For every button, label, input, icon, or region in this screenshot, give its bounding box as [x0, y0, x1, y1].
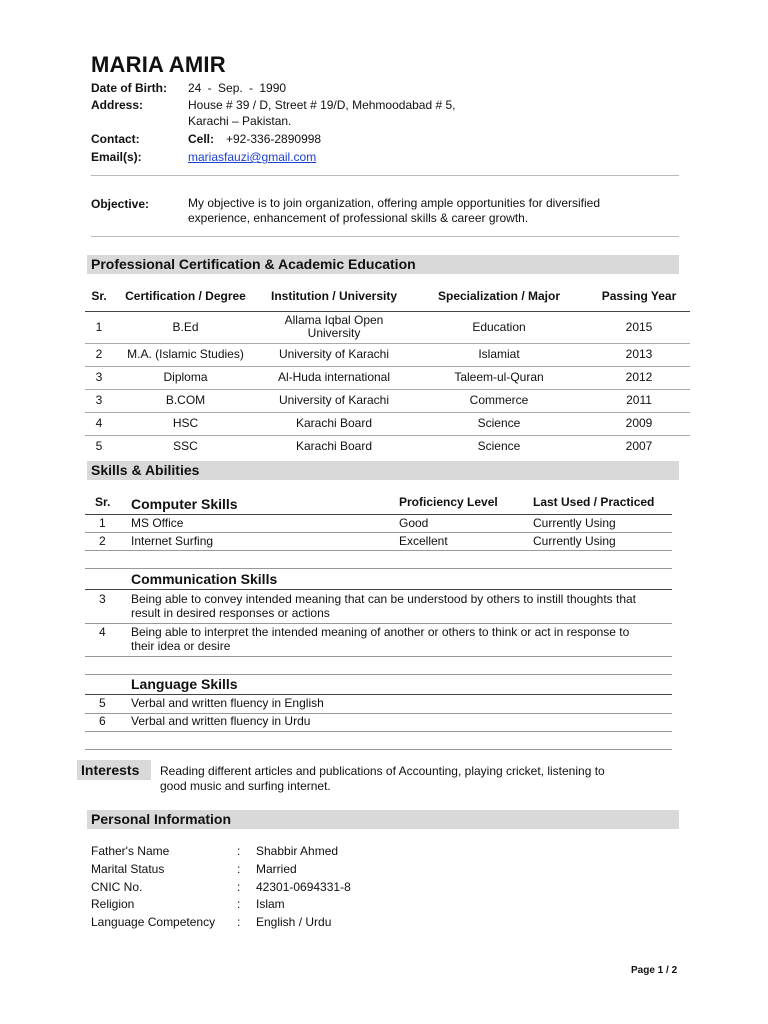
interests-line1: Reading different articles and publications of Accounting, playing cricket, listening to: [160, 764, 605, 778]
skill-sr: 6: [99, 714, 106, 728]
cell-degree: HSC: [113, 412, 258, 435]
communication-line2: their idea or desire: [131, 639, 231, 653]
email-link[interactable]: mariasfauzi@gmail.com: [188, 150, 317, 164]
divider: [85, 623, 672, 624]
skill-last-used: Currently Using: [533, 534, 616, 548]
cell-degree: B.COM: [113, 389, 258, 412]
education-table: [85, 281, 690, 458]
personal-label: Religion: [91, 897, 135, 911]
divider: [85, 731, 672, 732]
communication-skills-title: Communication Skills: [131, 571, 278, 587]
colon: :: [237, 844, 241, 858]
skill-sr: 3: [99, 592, 106, 606]
language-skill: Verbal and written fluency in English: [131, 696, 324, 710]
personal-value: Islam: [256, 897, 285, 911]
personal-value: English / Urdu: [256, 915, 332, 929]
cell-specialization: Education: [410, 311, 588, 343]
table-row: [85, 366, 690, 389]
candidate-name: MARIA AMIR: [91, 52, 226, 77]
personal-value: 42301-0694331-8: [256, 880, 351, 894]
education-section-title: Professional Certification & Academic Education: [87, 255, 679, 274]
skills-section-title: Skills & Abilities: [87, 461, 679, 480]
col-header-passing-year: Passing Year: [588, 281, 690, 311]
colon: :: [237, 880, 241, 894]
divider: [85, 674, 672, 675]
cell-institution-line1: Allama Iqbal Open: [284, 313, 384, 327]
cell-degree: B.Ed: [113, 311, 258, 343]
address-label: Address:: [91, 98, 144, 112]
personal-label: CNIC No.: [91, 880, 143, 894]
interests-line2: good music and surfing internet.: [160, 779, 331, 793]
cell-year: 2013: [588, 343, 690, 366]
divider: [91, 236, 679, 237]
cell-sr: 1: [85, 311, 113, 343]
cell-specialization: Science: [477, 439, 521, 454]
divider: [85, 514, 672, 515]
dob-label: Date of Birth:: [91, 81, 167, 95]
cell-institution-line2: University: [307, 326, 361, 340]
personal-section-title: Personal Information: [87, 810, 679, 829]
language-skills-title: Language Skills: [131, 676, 238, 692]
skill-proficiency: Excellent: [399, 534, 448, 548]
skill-sr: 4: [99, 625, 106, 639]
colon: :: [237, 915, 241, 929]
skill-name: MS Office: [131, 516, 184, 530]
objective-line1: My objective is to join organization, offering ample opportunities for diversified: [188, 196, 600, 210]
address-line2: Karachi – Pakistan.: [188, 114, 292, 128]
cell-value: +92-336-2890998: [226, 132, 322, 146]
cell-year: 2009: [588, 412, 690, 435]
objective-label: Objective:: [91, 197, 150, 211]
cell-sr: 4: [85, 412, 113, 435]
cell-degree: M.A. (Islamic Studies): [113, 343, 258, 366]
cell-degree: Diploma: [113, 366, 258, 389]
communication-line1: Being able to interpret the intended meaning of another or others to think or act in response to: [131, 625, 630, 639]
personal-value: Married: [256, 862, 297, 876]
table-row: [85, 435, 690, 458]
table-row: [85, 311, 690, 343]
cell-year: 2015: [588, 311, 690, 343]
language-skill: Verbal and written fluency in Urdu: [131, 714, 311, 728]
objective-line2: experience, enhancement of professional skills & career growth.: [188, 211, 529, 225]
dob-value: 24 - Sep. - 1990: [188, 81, 287, 95]
divider: [85, 749, 672, 750]
communication-line1: Being able to convey intended meaning that can be understood by others to instill thoughts that: [131, 592, 637, 606]
colon: :: [237, 897, 241, 911]
cell-sr: 5: [95, 439, 103, 454]
last-used-header: Last Used / Practiced: [533, 495, 655, 509]
cell-degree: SSC: [173, 439, 198, 454]
divider: [85, 589, 672, 590]
skill-last-used: Currently Using: [533, 516, 616, 530]
cell-institution: University of Karachi: [258, 343, 410, 366]
skill-sr: 2: [99, 534, 106, 548]
cell-year: 2007: [625, 439, 653, 454]
divider: [85, 550, 672, 551]
skill-proficiency: Good: [399, 516, 429, 530]
interests-label: Interests: [77, 760, 151, 780]
personal-value: Shabbir Ahmed: [256, 844, 339, 858]
skill-name: Internet Surfing: [131, 534, 214, 548]
cell-sr: 3: [85, 366, 113, 389]
personal-label: Marital Status: [91, 862, 165, 876]
personal-label: Father's Name: [91, 844, 170, 858]
page-number: Page 1 / 2: [631, 965, 678, 976]
col-header-certification: Certification / Degree: [113, 281, 258, 311]
cell-sr: 2: [85, 343, 113, 366]
communication-line2: result in desired responses or actions: [131, 606, 330, 620]
divider: [91, 175, 679, 176]
cell-year: 2012: [588, 366, 690, 389]
personal-label: Language Competency: [91, 915, 216, 929]
divider: [85, 656, 672, 657]
table-row: [85, 389, 690, 412]
computer-skills-title: Computer Skills: [131, 496, 238, 512]
divider: [85, 532, 672, 533]
table-row: [85, 343, 690, 366]
skill-sr: 5: [99, 696, 106, 710]
cell-year: 2011: [588, 389, 690, 412]
table-header-row: [85, 281, 690, 311]
contact-label: Contact:: [91, 132, 140, 146]
table-row: [85, 412, 690, 435]
cell-label: Cell:: [188, 132, 215, 146]
cell-specialization: Taleem-ul-Quran: [410, 366, 588, 389]
email-label: Email(s):: [91, 150, 142, 164]
colon: :: [237, 862, 241, 876]
cell-specialization: Commerce: [410, 389, 588, 412]
proficiency-header: Proficiency Level: [399, 495, 498, 509]
cell-specialization: Islamiat: [410, 343, 588, 366]
cell-institution: Al-Huda international: [258, 366, 410, 389]
divider: [85, 694, 672, 695]
cell-institution: [258, 311, 410, 343]
col-header-sr: Sr.: [85, 281, 113, 311]
address-line1: House # 39 / D, Street # 19/D, Mehmoodabad # 5,: [188, 98, 456, 112]
skills-sr-header: Sr.: [95, 495, 111, 509]
cell-specialization: Science: [410, 412, 588, 435]
cell-institution: Karachi Board: [258, 412, 410, 435]
divider: [85, 568, 672, 569]
col-header-institution: Institution / University: [258, 281, 410, 311]
cell-sr: 3: [85, 389, 113, 412]
cell-institution: University of Karachi: [258, 389, 410, 412]
cell-institution: Karachi Board: [295, 439, 373, 454]
skill-sr: 1: [99, 516, 106, 530]
col-header-specialization: Specialization / Major: [410, 281, 588, 311]
